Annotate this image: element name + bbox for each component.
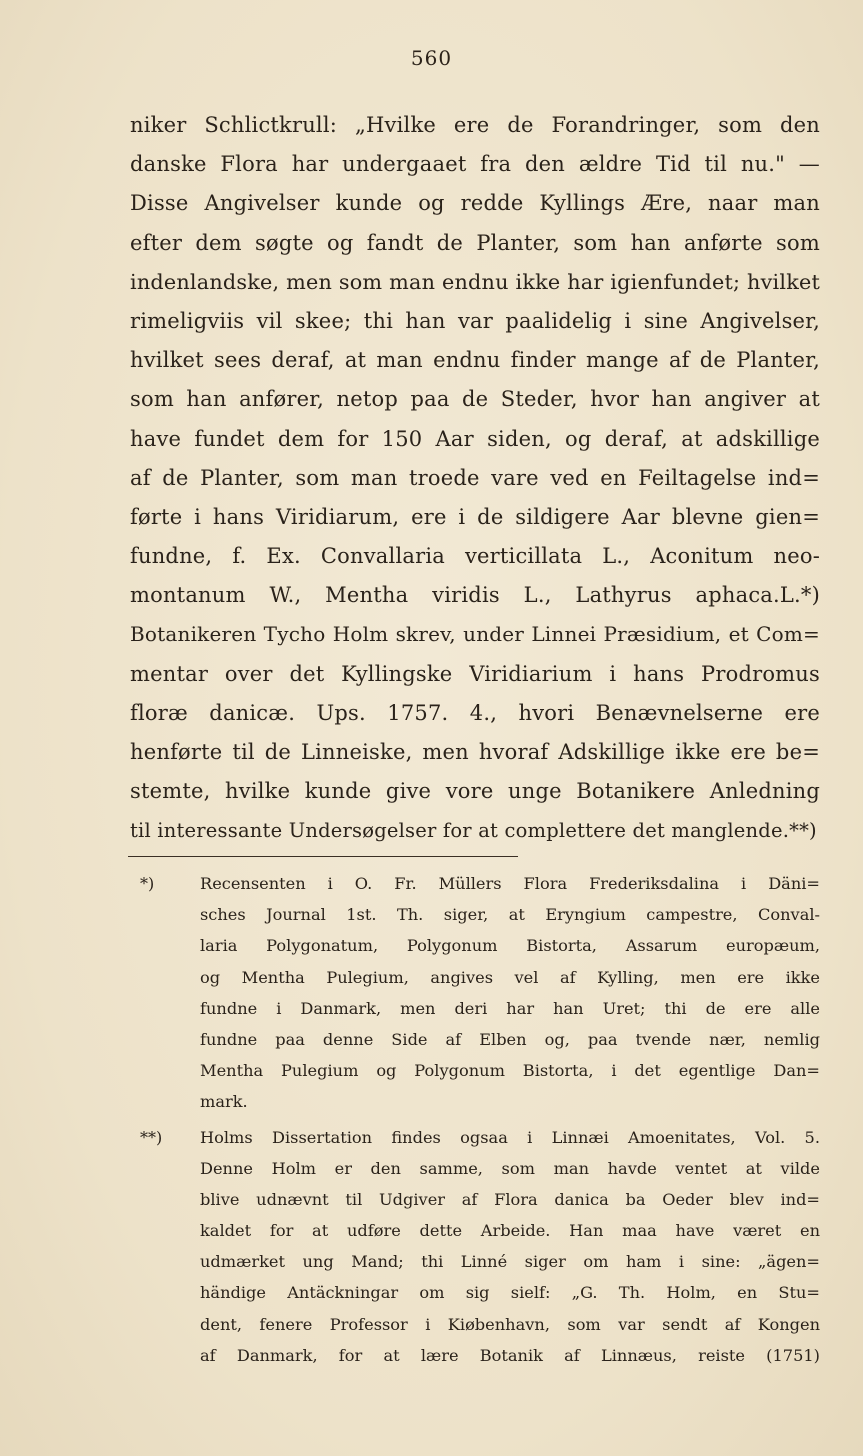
footnote-line: fundne i Danmark, men deri har han Uret; thi de ere alle	[200, 998, 820, 1018]
text-line: niker Schlictkrull: „Hvilke ere de Forandringer, som den	[130, 113, 820, 137]
text-line: indenlandske, men som man endnu ikke har igienfundet; hvilket	[130, 269, 820, 294]
text-line: efter dem søgte og fandt de Planter, som han anførte som	[130, 230, 820, 255]
text-line: af de Planter, som man troede vare ved en Feiltagelse ind=	[130, 465, 820, 490]
text-line: hvilket sees deraf, at man endnu finder mange af de Planter,	[130, 348, 820, 373]
main-text-body	[130, 106, 820, 851]
footnote-line: Recensenten i O. Fr. Müllers Flora Frederiksdalina i Däni=	[200, 874, 820, 893]
footnote-line: laria Polygonatum, Polygonum Bistorta, Assarum europæum,	[200, 936, 820, 956]
footnote-line: sches Journal 1st. Th. siger, at Eryngium campestre, Conval-	[200, 905, 820, 925]
page-number: 560	[410, 46, 453, 70]
footnote-line: blive udnævnt til Udgiver af Flora danica ba Oeder blev ind=	[200, 1189, 820, 1209]
text-line: danske Flora har undergaaet fra den ældre Tid til nu." —	[130, 152, 820, 177]
footnote-marker: **)	[140, 1127, 163, 1147]
text-line: have fundet dem for 150 Aar siden, og deraf, at adskillige	[130, 426, 820, 451]
text-line: stemte, hvilke kunde give vore unge Botanikere Anledning	[130, 779, 820, 804]
footnote-line: fundne paa denne Side af Elben og, paa tvende nær, nemlig	[200, 1029, 820, 1049]
footnote-line: mark.	[200, 1092, 248, 1112]
footnote-separator-rule	[128, 856, 518, 857]
text-line: montanum W., Mentha viridis L., Lathyrus aphaca.L.*)	[130, 583, 820, 608]
text-line: henførte til de Linneiske, men hvoraf Adskillige ikke ere be=	[130, 740, 820, 764]
footnote-line: udmærket ung Mand; thi Linné siger om ham i sine: „ägen=	[200, 1252, 820, 1272]
footnote-line: kaldet for at udføre dette Arbeide. Han maa have været en	[200, 1221, 820, 1241]
text-line: mentar over det Kyllingske Viridiarium i hans Prodromus	[130, 661, 820, 686]
footnote-line: Denne Holm er den samme, som man havde ventet at vilde	[200, 1158, 820, 1178]
text-line: Disse Angivelser kunde og redde Kyllings Ære, naar man	[130, 191, 820, 216]
text-line: førte i hans Viridiarum, ere i de sildigere Aar blevne gien=	[130, 504, 820, 529]
footnote-line: Mentha Pulegium og Polygonum Bistorta, i det egentlige Dan=	[200, 1061, 820, 1081]
footnote-2	[0, 1122, 863, 1372]
footnote-1	[0, 868, 863, 1118]
footnote-text	[200, 1122, 820, 1372]
footnote-line: og Mentha Pulegium, angives vel af Kylling, men ere ikke	[200, 967, 820, 987]
text-line: fundne, f. Ex. Convallaria verticillata L., Aconitum neo-	[130, 544, 820, 569]
footnote-text	[200, 868, 820, 1118]
footnote-line: Holms Dissertation findes ogsaa i Linnæi Amoenitates, Vol. 5.	[200, 1127, 820, 1147]
footnote-line: händige Antäckningar om sig sielf: „G. Th. Holm, en Stu=	[200, 1283, 820, 1303]
footnote-line: af Danmark, for at lære Botanik af Linnæus, reiste (1751)	[200, 1345, 820, 1365]
footnote-line: dent, fenere Professor i Kiøbenhavn, som var sendt af Kongen	[200, 1314, 820, 1334]
footnotes	[0, 868, 863, 1375]
text-line: floræ danicæ. Ups. 1757. 4., hvori Benævnelserne ere	[130, 700, 820, 725]
text-line: som han anfører, netop paa de Steder, hvor han angiver at	[130, 387, 820, 412]
footnote-marker: *)	[140, 874, 155, 893]
text-line: rimeligviis vil skee; thi han var paalidelig i sine Angivelser,	[130, 308, 820, 333]
text-line: Botanikeren Tycho Holm skrev, under Linnei Præsidium, et Com=	[130, 622, 820, 647]
text-line: til interessante Undersøgelser for at complettere det manglende.**)	[130, 819, 817, 843]
